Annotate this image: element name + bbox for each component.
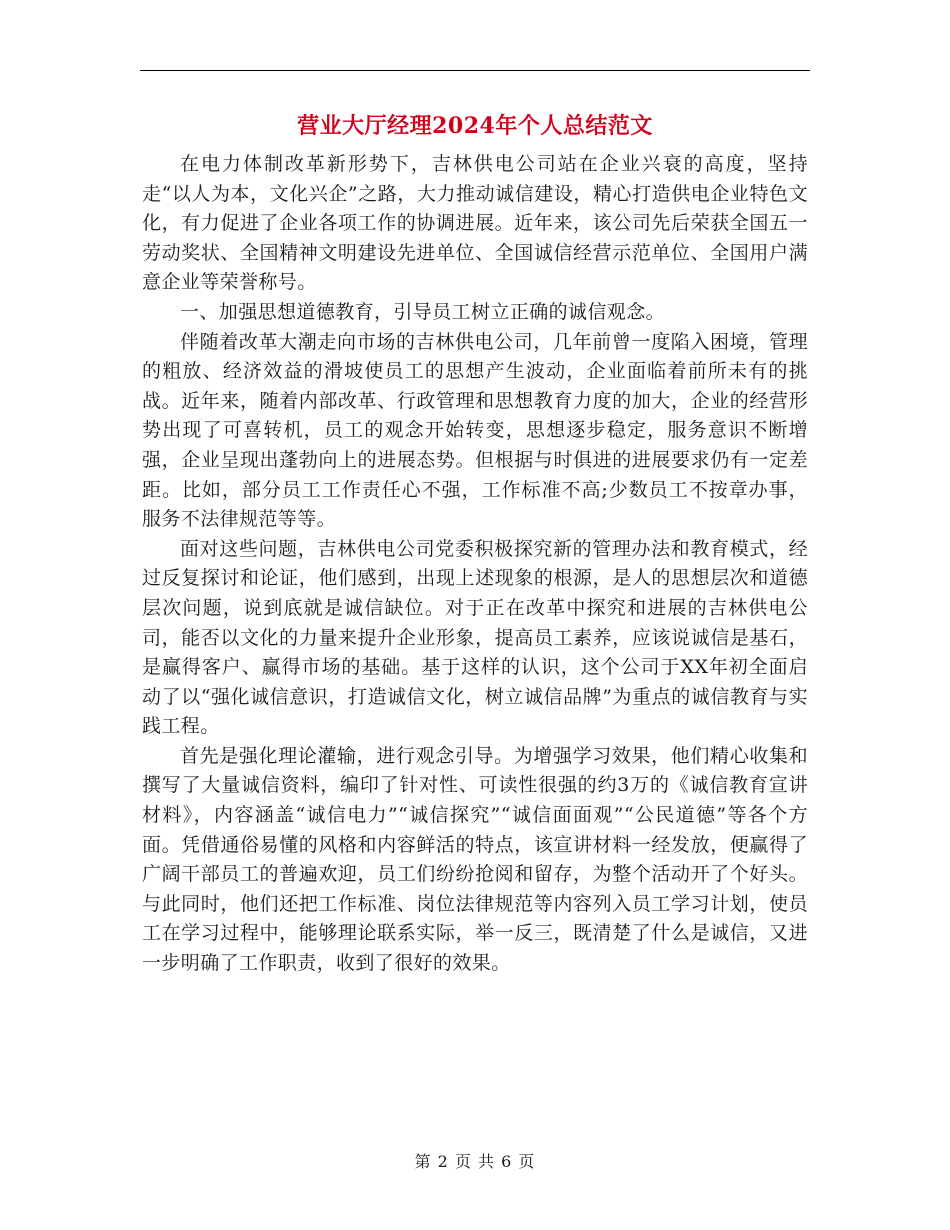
document-body — [142, 150, 808, 979]
header-rule — [140, 70, 810, 71]
paragraph-background: 伴随着改革大潮走向市场的吉林供电公司，几年前曾一度陷入困境，管理的粗放、经济效益的滑坡使员工的思想产生波动，企业面临着前所未有的挑战。近年来，随着内部改革、行政管理和思想教育力度的加大，企业的经营形势出现了可喜转机，员工的观念开始转变，思想逐步稳定，服务意识不断增强，企业呈现出蓬勃向上的进展态势。但根据与时俱进的进展要求仍有一定差距。比如，部分员工工作责任心不强，工作标准不高;少数员工不按章办事，服务不法律规范等等。 — [142, 330, 808, 531]
page-number-footer: 第 2 页 共 6 页 — [414, 1152, 536, 1171]
document-title: 营业大厅经理2024年个人总结范文 — [297, 113, 653, 139]
paragraph-theory-guidance: 首先是强化理论灌输，进行观念引导。为增强学习效果，他们精心收集和撰写了大量诚信资料，编印了针对性、可读性很强的约3万的《诚信教育宣讲材料》，内容涵盖“诚信电力”“诚信探究”“诚信面面观”“公民道德”等各个方面。凭借通俗易懂的风格和内容鲜活的特点，该宣讲材料一经发放，便赢得了广阔干部员工的普遍欢迎，员工们纷纷抢阅和留存，为整个活动开了个好头。与此同时，他们还把工作标准、岗位法律规范等内容列入员工学习计划，使员工在学习过程中，能够理论联系实际，举一反三，既清楚了什么是诚信，又进一步明确了工作职责，收到了很好的效果。 — [142, 744, 808, 975]
paragraph-intro: 在电力体制改革新形势下，吉林供电公司站在企业兴衰的高度，坚持走“以人为本，文化兴企”之路，大力推动诚信建设，精心打造供电企业特色文化，有力促进了企业各项工作的协调进展。近年来，该公司先后荣获全国五一劳动奖状、全国精神文明建设先进单位、全国诚信经营示范单位、全国用户满意企业等荣誉称号。 — [142, 153, 808, 294]
paragraph-section-heading: 一、加强思想道德教育，引导员工树立正确的诚信观念。 — [180, 300, 666, 323]
paragraph-problem-analysis: 面对这些问题，吉林供电公司党委积极探究新的管理办法和教育模式，经过反复探讨和论证，他们感到，出现上述现象的根源，是人的思想层次和道德层次问题，说到底就是诚信缺位。对于正在改革中探究和进展的吉林供电公司，能否以文化的力量来提升企业形象，提高员工素养，应该说诚信是基石，是赢得客户、赢得市场的基础。基于这样的认识，这个公司于XX年初全面启动了以“强化诚信意识，打造诚信文化，树立诚信品牌”为重点的诚信教育与实践工程。 — [142, 537, 808, 738]
